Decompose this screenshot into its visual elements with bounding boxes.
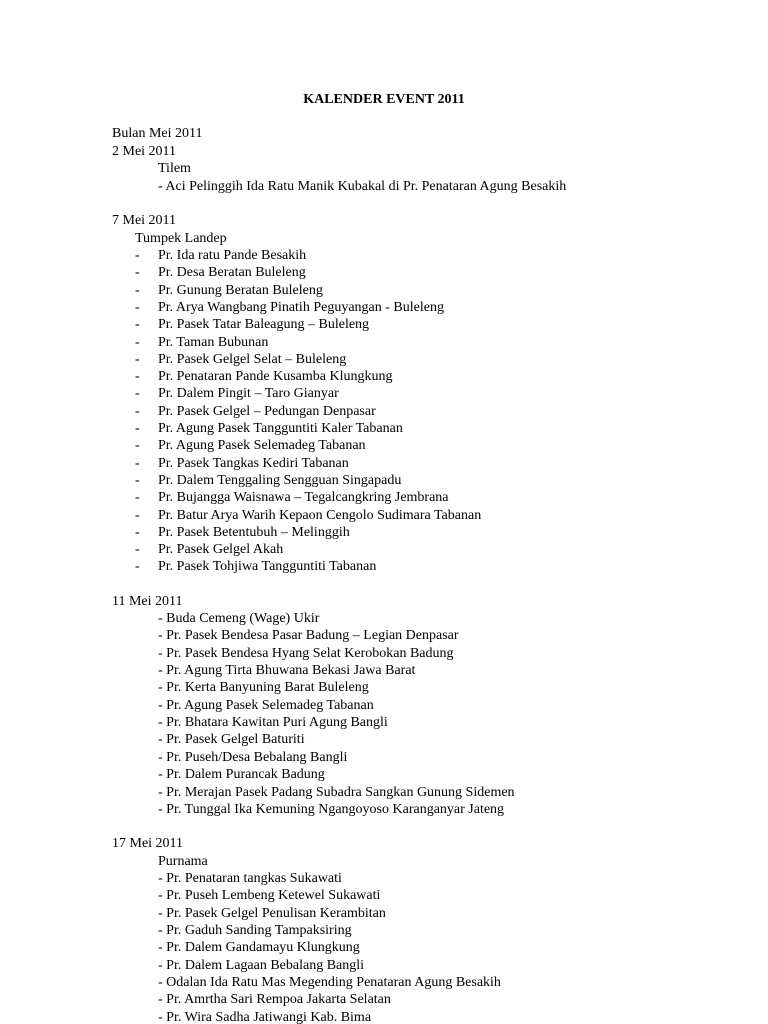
list-item: Pr. Ida ratu Pande Besakih	[158, 248, 307, 263]
list-item: - Pr. Agung Pasek Selemadeg Tabanan	[158, 697, 374, 713]
list-item: - Pr. Gaduh Sanding Tampaksiring	[158, 923, 352, 939]
list-item: Pr. Batur Arya Warih Kepaon Cengolo Sudimara Tabanan	[158, 507, 482, 523]
list-bullet: -	[135, 282, 140, 298]
list-item: Pr. Gunung Beratan Buleleng	[158, 282, 323, 298]
document-title: KALENDER EVENT 2011	[303, 92, 465, 107]
list-item: Pr. Dalem Pingit – Taro Gianyar	[158, 386, 339, 402]
month-label: Bulan Mei 2011	[112, 126, 203, 141]
list-bullet: -	[135, 334, 140, 350]
list-item: - Pr. Pasek Bendesa Pasar Badung – Legian Denpasar	[158, 628, 459, 644]
list-item: Pr. Agung Pasek Tangguntiti Kaler Tabanan	[158, 421, 403, 436]
list-item: Pr. Pasek Gelgel Akah	[158, 542, 284, 558]
list-item: Pr. Desa Beratan Buleleng	[158, 265, 306, 281]
list-item: - Pr. Pasek Gelgel Penulisan Kerambitan	[158, 905, 386, 921]
list-bullet: -	[135, 472, 140, 488]
section-date: 7 Mei 2011	[112, 213, 177, 228]
list-item: - Pr. Puseh Lembeng Ketewel Sukawati	[158, 888, 381, 904]
list-item: - Aci Pelinggih Ida Ratu Manik Kubakal di Pr. Penataran Agung Besakih	[158, 179, 567, 194]
list-bullet: -	[135, 542, 140, 558]
list-bullet: -	[135, 421, 140, 436]
list-item: - Pr. Pasek Gelgel Baturiti	[158, 732, 305, 748]
list-item: - Pr. Wira Sadha Jatiwangi Kab. Bima	[158, 1009, 372, 1024]
list-item: - Pr. Penataran tangkas Sukawati	[158, 871, 342, 886]
list-item: Pr. Bujangga Waisnawa – Tegalcangkring Jembrana	[158, 490, 449, 506]
list-item: Pr. Pasek Gelgel – Pedungan Denpasar	[158, 403, 376, 419]
section-heading: Tumpek Landep	[135, 231, 227, 246]
section-heading: Tilem	[158, 161, 191, 176]
list-bullet: -	[135, 351, 140, 367]
list-bullet: -	[135, 403, 140, 419]
list-item: Pr. Pasek Tohjiwa Tangguntiti Tabanan	[158, 559, 377, 575]
list-item: Pr. Taman Bubunan	[158, 334, 269, 350]
list-item: - Pr. Dalem Lagaan Bebalang Bangli	[158, 957, 365, 973]
section-date: 2 Mei 2011	[112, 144, 177, 159]
section-date: 17 Mei 2011	[112, 836, 184, 851]
list-item: Pr. Pasek Betentubuh – Melinggih	[158, 524, 350, 540]
list-item: - Pr. Kerta Banyuning Barat Buleleng	[158, 680, 369, 696]
list-bullet: -	[135, 248, 140, 263]
list-item: Pr. Dalem Tenggaling Sengguan Singapadu	[158, 472, 402, 488]
list-bullet: -	[135, 524, 140, 540]
list-item: - Pr. Puseh/Desa Bebalang Bangli	[158, 749, 348, 765]
list-item: Pr. Arya Wangbang Pinatih Peguyangan - Buleleng	[158, 299, 444, 315]
list-bullet: -	[135, 369, 140, 385]
list-item: - Pr. Dalem Gandamayu Klungkung	[158, 940, 360, 956]
list-bullet: -	[135, 386, 140, 402]
list-item: Pr. Agung Pasek Selemadeg Tabanan	[158, 438, 366, 454]
list-item: - Pr. Dalem Purancak Badung	[158, 767, 325, 783]
list-item: - Pr. Tunggal Ika Kemuning Ngangoyoso Karanganyar Jateng	[158, 801, 505, 817]
list-item: Pr. Pasek Tangkas Kediri Tabanan	[158, 455, 349, 471]
list-item: - Pr. Agung Tirta Bhuwana Bekasi Jawa Barat	[158, 663, 416, 679]
list-item: Pr. Penataran Pande Kusamba Klungkung	[158, 369, 393, 385]
list-bullet: -	[135, 265, 140, 281]
list-item: - Buda Cemeng (Wage) Ukir	[158, 611, 320, 626]
list-bullet: -	[135, 559, 140, 575]
list-item: - Odalan Ida Ratu Mas Megending Penataran Agung Besakih	[158, 975, 501, 991]
list-item: - Pr. Bhatara Kawitan Puri Agung Bangli	[158, 715, 388, 731]
list-item: Pr. Pasek Gelgel Selat – Buleleng	[158, 351, 347, 367]
list-item: Pr. Pasek Tatar Baleagung – Buleleng	[158, 317, 370, 333]
section-heading: Purnama	[158, 854, 208, 869]
list-bullet: -	[135, 507, 140, 523]
list-bullet: -	[135, 490, 140, 506]
list-bullet: -	[135, 438, 140, 454]
list-bullet: -	[135, 455, 140, 471]
list-bullet: -	[135, 299, 140, 315]
list-item: - Pr. Amrtha Sari Rempoa Jakarta Selatan	[158, 992, 391, 1008]
section-date: 11 Mei 2011	[112, 594, 183, 609]
list-item: - Pr. Pasek Bendesa Hyang Selat Kerobokan Badung	[158, 645, 454, 661]
list-item: - Pr. Merajan Pasek Padang Subadra Sangkan Gunung Sidemen	[158, 784, 515, 800]
list-bullet: -	[135, 317, 140, 333]
